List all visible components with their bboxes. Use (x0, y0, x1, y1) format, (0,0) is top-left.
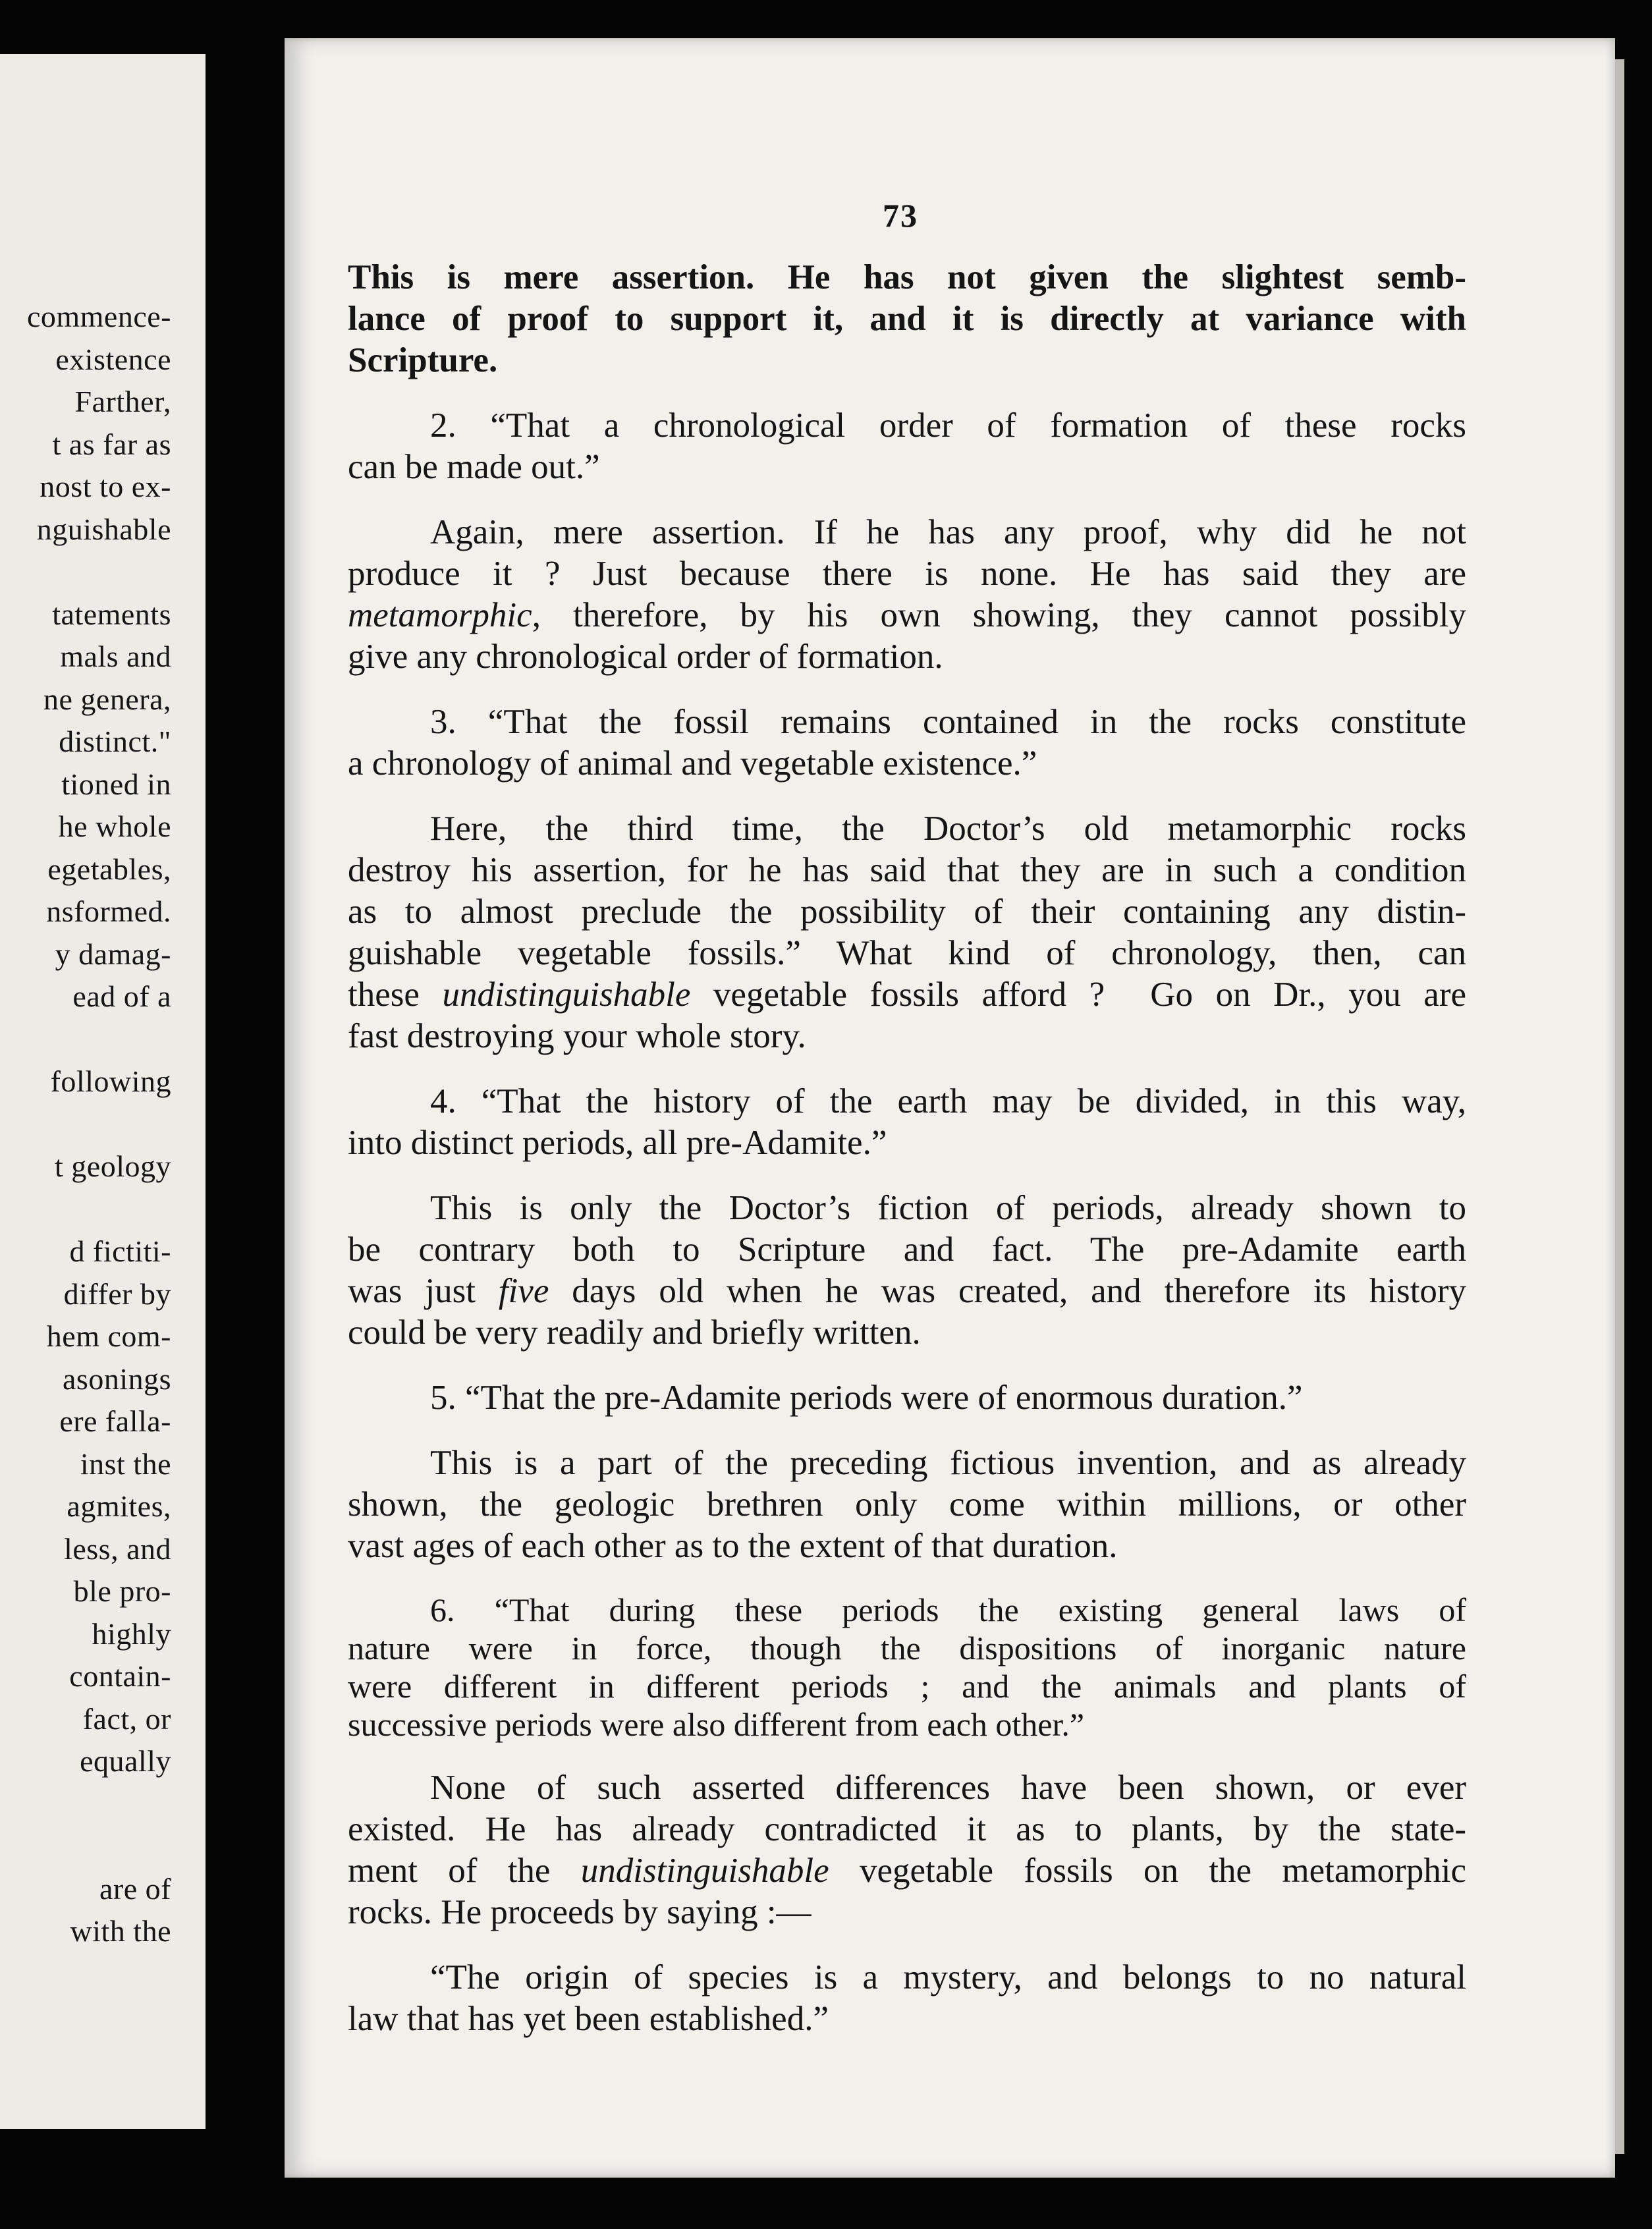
left-page-text-fragment: he whole (58, 810, 171, 843)
page-body (348, 257, 1466, 2064)
text-line: 4. “That the history of the earth may be divided, in this way, (430, 1082, 1466, 1120)
left-page-text-fragment: egetables, (47, 852, 171, 886)
left-page-text-fragment: fact, or (82, 1701, 171, 1736)
left-page-text-fragment: are of (99, 1871, 171, 1906)
quoted-proposition (348, 1591, 1466, 1744)
left-page-text-fragment: tatements (52, 597, 171, 631)
left-page-text-fragment: inst the (80, 1446, 171, 1481)
left-page-text-fragment: with the (70, 1914, 171, 1948)
text-line: was just five days old when he was created, and therefore its history (348, 1272, 1467, 1310)
left-page-text-fragment: hem com- (46, 1319, 171, 1353)
text-line: were different in different periods ; and the animals and plants of (348, 1668, 1466, 1705)
text-line: produce it ? Just because there is none. He has said they are (348, 555, 1466, 593)
left-page-text-fragment: tioned in (61, 767, 171, 801)
left-page-text-fragment: asonings (63, 1362, 171, 1396)
text-line: into distinct periods, all pre-Adamite.” (348, 1124, 887, 1162)
text-line: give any chronological order of formation. (348, 638, 943, 676)
text-line: nature were in force, though the dispositions of inorganic nature (348, 1630, 1466, 1666)
left-page-text-fragment: nsformed. (46, 894, 171, 928)
text-line: successive periods were also different from each other.” (348, 1706, 1085, 1743)
text-line: Here, the third time, the Doctor’s old metamorphic rocks (430, 810, 1466, 848)
text-line: Again, mere assertion. If he has any proof, why did he not (430, 513, 1466, 551)
text-line: fast destroying your whole story. (348, 1017, 806, 1055)
quoted-proposition (348, 1377, 1466, 1419)
left-page-text-fragment: Farther, (74, 385, 171, 418)
left-page-text-fragment: distinct." (59, 725, 171, 758)
left-page-text-fragment: mals and (60, 640, 171, 673)
left-page-text-fragment: differ by (63, 1277, 171, 1311)
paragraph (348, 808, 1466, 1057)
quoted-proposition (348, 405, 1466, 488)
text-line: This is only the Doctor’s fiction of periods, already shown to (430, 1189, 1466, 1227)
text-line: None of such asserted differences have been shown, or ever (430, 1769, 1466, 1807)
left-page-text-fragment: ne genera, (43, 682, 171, 716)
text-line: a chronology of animal and vegetable existence.” (348, 744, 1037, 783)
paragraph (348, 512, 1466, 678)
text-line: law that has yet been established.” (348, 2000, 829, 2038)
text-line: existed. He has already contradicted it as to plants, by the state- (348, 1810, 1466, 1848)
left-page-text-fragment: less, and (64, 1531, 171, 1566)
left-page-text-fragment: y damag- (55, 937, 171, 971)
left-page-text-fragment: equally (80, 1744, 171, 1778)
text-line: ment of the undistinguishable vegetable fossils on the metamorphic (348, 1852, 1466, 1890)
text-line: shown, the geologic brethren only come within millions, or other (348, 1485, 1466, 1524)
italic-word: five (498, 1272, 549, 1310)
text-line: This is a part of the preceding fictious invention, and as already (430, 1444, 1466, 1482)
text-line: destroy his assertion, for he has said that they are in such a condition (348, 851, 1466, 889)
text-line: vast ages of each other as to the extent of that duration. (348, 1527, 1118, 1565)
left-page-text-fragment: t geology (55, 1149, 171, 1183)
left-page-text-fragment: t as far as (52, 427, 171, 461)
text-line: 6. “That during these periods the existing general laws of (430, 1591, 1466, 1628)
text-line: 5. “That the pre-Adamite periods were of enormous duration.” (430, 1379, 1303, 1417)
text-line: lance of proof to support it, and it is directly at variance with (348, 300, 1466, 338)
paragraph (348, 1767, 1466, 1933)
text-line: these undistinguishable vegetable fossils afford ? Go on Dr., you are (348, 976, 1466, 1014)
quoted-passage (348, 1957, 1466, 2040)
text-line: This is mere assertion. He has not given the slightest semb- (348, 258, 1466, 296)
text-line: metamorphic, therefore, by his own showing, they cannot possibly (348, 596, 1466, 634)
left-page-text-fragment: ead of a (72, 979, 171, 1013)
left-page-text-fragment: d fictiti- (69, 1234, 171, 1268)
page-edge (1615, 59, 1624, 2154)
paragraph (348, 1443, 1466, 1567)
text-line: “The origin of species is a mystery, and belongs to no natural (430, 1958, 1466, 1996)
paragraph (348, 257, 1466, 381)
text-line: as to almost preclude the possibility of their containing any distin- (348, 893, 1466, 931)
left-page-text-fragment: ble pro- (73, 1574, 171, 1608)
quoted-proposition (348, 1081, 1466, 1164)
text-line: could be very readily and briefly written. (348, 1313, 921, 1352)
text-line: Scripture. (348, 341, 498, 379)
text-line: be contrary both to Scripture and fact. The pre-Adamite earth (348, 1230, 1466, 1269)
left-page-text-fragment: ere falla- (59, 1404, 171, 1438)
text-line: 3. “That the fossil remains contained in the rocks constitute (430, 703, 1466, 741)
paragraph (348, 1188, 1466, 1354)
left-page-text-fragment: nguishable (36, 512, 171, 546)
text-line: guishable vegetable fossils.” What kind of chronology, then, can (348, 934, 1466, 972)
left-page-text-fragment: highly (92, 1616, 171, 1651)
left-facing-page (0, 54, 206, 2129)
left-page-text-fragment: following (50, 1064, 171, 1098)
italic-word: undistinguishable (442, 976, 691, 1014)
italic-word: metamorphic (348, 596, 532, 634)
left-page-text-fragment: existence (55, 342, 171, 376)
page-number: 73 (883, 197, 918, 234)
text-line: 2. “That a chronological order of formation of these rocks (430, 406, 1466, 445)
text-line: rocks. He proceeds by saying :— (348, 1893, 812, 1931)
text-line: can be made out.” (348, 448, 600, 486)
left-page-text-fragment: agmites, (67, 1489, 171, 1523)
left-page-text-fragment: nost to ex- (40, 470, 171, 503)
left-page-text-fragment: commence- (26, 300, 171, 333)
quoted-proposition (348, 702, 1466, 784)
left-page-text-fragment: contain- (69, 1659, 171, 1693)
italic-word: undistinguishable (580, 1852, 829, 1890)
